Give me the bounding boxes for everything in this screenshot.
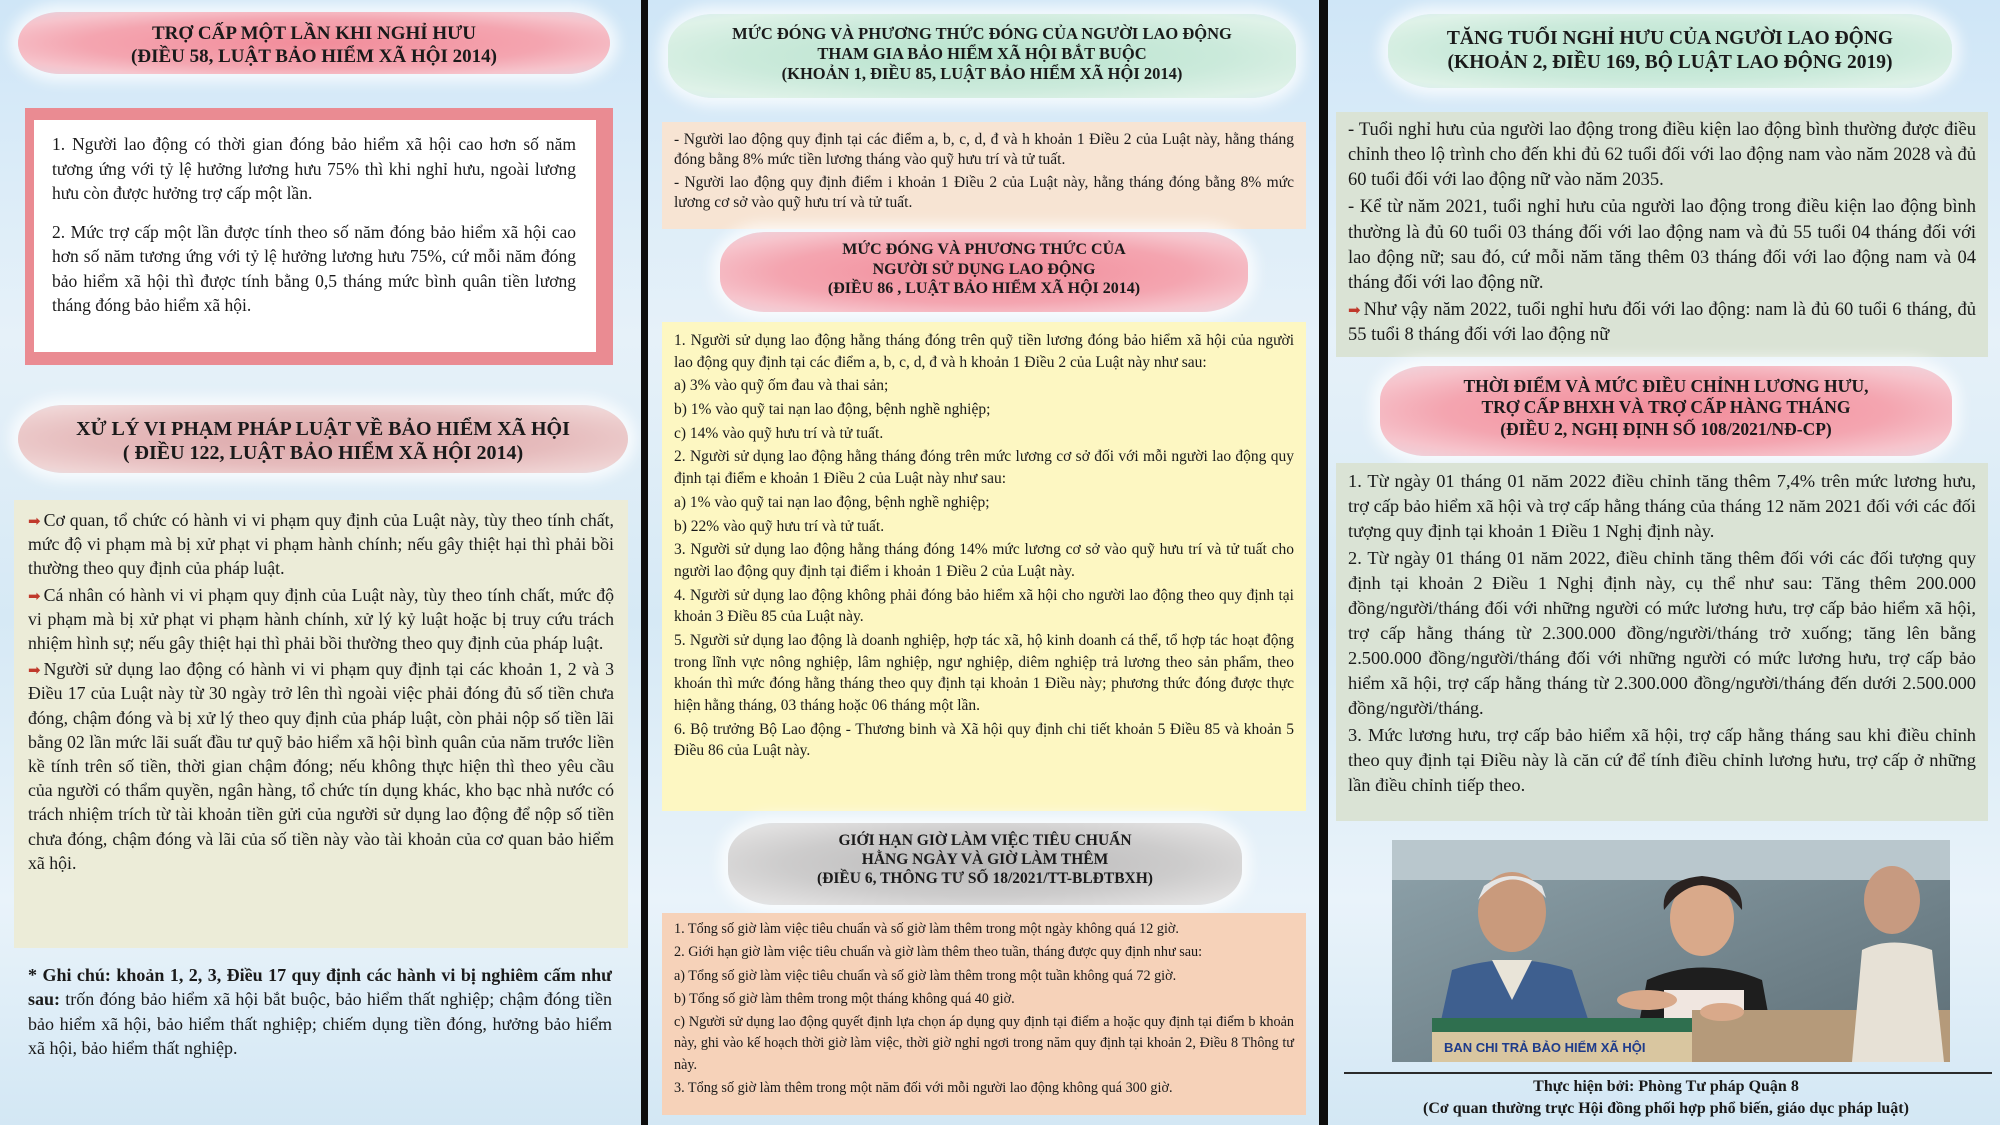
banner-employee-contribution bbox=[668, 14, 1296, 98]
pension-payment-photo bbox=[1392, 840, 1950, 1062]
banner-subtitle: ( ĐIỀU 122, LUẬT BẢO HIỂM XÃ HỘI 2014) bbox=[122, 442, 524, 465]
banner-title-2: HẰNG NGÀY VÀ GIỜ LÀM THÊM bbox=[861, 850, 1109, 868]
bullet-text: Cơ quan, tổ chức có hành vi vi phạm quy định của Luật này, tùy theo tính chất, mức độ vi phạm mà bị xử phạt vi phạm hành chính; nếu gây thiệt hại thì phải bồi thường theo quy định của pháp luật. bbox=[28, 510, 614, 579]
paragraph: - Tuổi nghỉ hưu của người lao động trong điều kiện lao động bình thường được điều chỉnh theo lộ trình cho đến khi đủ 62 tuổi đối với lao động nam vào năm 2028 và đủ 60 tuổi đối với lao động nữ vào năm 2035. bbox=[1348, 120, 1976, 191]
counter-sign-text: BAN CHI TRẢ BẢO HIỂM XÃ HỘI bbox=[1444, 1040, 1646, 1055]
banner-title-2: TRỢ CẤP BHXH VÀ TRỢ CẤP HÀNG THÁNG bbox=[1481, 397, 1851, 418]
lump-sum-box bbox=[34, 120, 596, 352]
banner-title: TRỢ CẤP MỘT LẦN KHI NGHỈ HƯU bbox=[151, 23, 477, 44]
bullet-item bbox=[1348, 298, 1976, 348]
banner-subtitle: (ĐIỀU 58, LUẬT BẢO HIỂM XÃ HỘI 2014) bbox=[131, 46, 497, 68]
paragraph: - Người lao động quy định tại các điểm a, b, c, d, đ và h khoản 1 Điều 2 của Luật này, hằng tháng đóng bằng 8% mức tiền lương tháng vào quỹ hưu trí và tử tuất. bbox=[674, 131, 1294, 169]
list-item: b) Tổng số giờ làm thêm trong một tháng không quá 40 giờ. bbox=[674, 990, 1015, 1007]
banner-title: XỬ LÝ VI PHẠM PHÁP LUẬT VỀ BẢO HIỂM XÃ HỘI bbox=[76, 418, 570, 440]
banner-title: GIỚI HẠN GIỜ LÀM VIỆC TIÊU CHUẨN bbox=[838, 832, 1132, 849]
list-item: b) 1% vào quỹ tai nạn lao động, bệnh nghề nghiệp; bbox=[674, 401, 991, 419]
retirement-age-box bbox=[1336, 112, 1988, 357]
paragraph: 3. Mức lương hưu, trợ cấp bảo hiểm xã hội, trợ cấp hằng tháng sau khi điều chỉnh theo quy định tại Điều này là căn cứ để tính điều chỉnh lương hưu, trợ cấp ở những lần điều chỉnh tiếp theo. bbox=[1348, 725, 1976, 796]
arrow-icon: ➡ bbox=[1348, 301, 1361, 320]
banner-title: TĂNG TUỔI NGHỈ HƯU CỦA NGƯỜI LAO ĐỘNG bbox=[1446, 28, 1894, 49]
employee-contribution-box bbox=[662, 122, 1306, 229]
note-block bbox=[28, 963, 612, 1060]
note-text: trốn đóng bảo hiểm xã hội bắt buộc, bảo hiểm thất nghiệp; chậm đóng tiền bảo hiểm xã hội, bảo hiểm thất nghiệp; chiếm dụng tiền đóng, hưởng bảo hiểm xã hội, bảo hiểm thất nghiệp. bbox=[28, 989, 612, 1058]
banner-pension-adjustment bbox=[1380, 366, 1952, 456]
banner-retirement-age bbox=[1388, 14, 1952, 88]
violation-box bbox=[14, 500, 628, 948]
list-item: a) 1% vào quỹ tai nạn lao động, bệnh nghề nghiệp; bbox=[674, 493, 990, 511]
bullet-item bbox=[28, 657, 614, 875]
banner-lump-sum-retirement bbox=[18, 12, 610, 74]
working-hours-box bbox=[662, 913, 1306, 1115]
list-item: 3. Tổng số giờ làm thêm trong một năm đối với mỗi người lao động không quá 300 giờ. bbox=[674, 1080, 1173, 1097]
paragraph: - Người lao động quy định điểm i khoản 1 Điều 2 của Luật này, hằng tháng đóng bằng 8% mức lương cơ sở vào quỹ hưu trí và tử tuất. bbox=[674, 173, 1294, 212]
list-item: 2. Giới hạn giờ làm việc tiêu chuẩn và giờ làm thêm theo tuần, tháng được quy định như sau: bbox=[674, 944, 1203, 961]
list-item: b) 22% vào quỹ hưu trí và tử tuất. bbox=[674, 517, 885, 535]
list-item: 4. Người sử dụng lao động không phải đóng bảo hiểm xã hội cho người lao động theo quy định tại khoản 3 Điều 85 của Luật này. bbox=[674, 586, 1294, 626]
banner-title-2: THAM GIA BẢO HIỂM XÃ HỘI BẮT BUỘC bbox=[817, 44, 1147, 64]
list-item: c) Người sử dụng lao động quyết định lựa chọn áp dụng quy định tại điểm a hoặc quy định tại điểm b khoản này, ghi vào kế hoạch thời giờ làm việc, thời giờ nghỉ ngơi trong năm quy định tại khoản 2, Điều 8 Thông tư này. bbox=[674, 1014, 1294, 1073]
bullet-item bbox=[28, 583, 614, 656]
column-right bbox=[1328, 0, 2000, 1125]
arrow-icon: ➡ bbox=[28, 512, 41, 530]
footer-credit bbox=[1336, 1076, 1996, 1119]
banner-subtitle: (ĐIỀU 2, NGHỊ ĐỊNH SỐ 108/2021/NĐ-CP) bbox=[1500, 418, 1832, 439]
list-item: 5. Người sử dụng lao động là doanh nghiệp, hợp tác xã, hộ kinh doanh cá thể, tổ hợp tác hoạt động trong lĩnh vực nông nghiệp, lâm nghiệp, ngư nghiệp, diêm nghiệp trả lương theo sản phẩm, theo khoán thì mức đóng hằng tháng theo quy định tại khoản 1 Điều này; phương thức đóng được thực hiện hằng tháng, 03 tháng hoặc 06 tháng một lần. bbox=[674, 631, 1294, 714]
column-middle bbox=[648, 0, 1319, 1125]
banner-title: MỨC ĐÓNG VÀ PHƯƠNG THỨC ĐÓNG CỦA NGƯỜI LAO ĐỘNG bbox=[732, 24, 1232, 43]
list-item: 1. Tổng số giờ làm việc tiêu chuẩn và số giờ làm thêm trong một ngày không quá 12 giờ. bbox=[674, 921, 1179, 937]
list-item: a) 3% vào quỹ ốm đau và thai sản; bbox=[674, 377, 889, 395]
arrow-icon: ➡ bbox=[28, 586, 41, 605]
footer-divider bbox=[1344, 1072, 1992, 1074]
note-label: * Ghi chú: khoản 1, 2, 3, Điều 17 quy định các hành vi bị nghiêm cấm như sau: bbox=[28, 965, 612, 1010]
photo-illustration bbox=[1392, 840, 1950, 1062]
banner-title: MỨC ĐÓNG VÀ PHƯƠNG THỨC CỦA bbox=[842, 241, 1126, 258]
banner-subtitle: (KHOẢN 2, ĐIỀU 169, BỘ LUẬT LAO ĐỘNG 2019) bbox=[1447, 51, 1893, 73]
paragraph: 1. Từ ngày 01 tháng 01 năm 2022 điều chỉnh tăng thêm 7,4% trên mức lương hưu, trợ cấp bảo hiểm xã hội và trợ cấp hằng tháng của tháng 12 năm 2021 đối với các đối tượng quy định tại khoản 1 Điều 1 Nghị định này. bbox=[1348, 471, 1976, 542]
bullet-text: Người sử dụng lao động có hành vi vi phạm quy định tại các khoản 1, 2 và 3 Điều 17 của Luật này từ 30 ngày trở lên thì ngoài việc phải đóng đủ số tiền chưa đóng, chậm đóng và bị xử lý theo quy định của pháp luật, còn phải nộp số tiền lãi bằng 02 lần mức lãi suất đầu tư quỹ bảo hiểm xã hội bình quân của năm trước liền kề tính trên số tiền, thời gian chậm đóng; nếu không thực hiện thì theo yêu cầu của người có thẩm quyền, ngân hàng, tổ chức tín dụng khác, kho bạc nhà nước có trách nhiệm trích từ tài khoản tiền gửi của người sử dụng lao động để nộp số tiền chưa đóng, chậm đóng và lãi của số tiền này vào tài khoản của cơ quan bảo hiểm xã hội. bbox=[28, 659, 614, 873]
bullet-text: Như vậy năm 2022, tuổi nghỉ hưu đối với lao động: nam là đủ 60 tuổi 6 tháng, đủ 55 tuổi 8 tháng đối với lao động nữ bbox=[1348, 300, 1976, 346]
footer-organization: (Cơ quan thường trực Hội đồng phối hợp phổ biến, giáo dục pháp luật) bbox=[1423, 1099, 1909, 1117]
list-item: a) Tổng số giờ làm việc tiêu chuẩn và số giờ làm thêm trong một tuần không quá 72 giờ. bbox=[674, 967, 1177, 984]
banner-title-2: NGƯỜI SỬ DỤNG LAO ĐỘNG bbox=[872, 260, 1096, 278]
banner-subtitle: (ĐIỀU 86 , LUẬT BẢO HIỂM XÃ HỘI 2014) bbox=[827, 280, 1141, 298]
bullet-text: Cá nhân có hành vi vi phạm quy định của Luật này, tùy theo tính chất, mức độ vi phạm mà bị xử phạt vi phạm hành chính, xử lý kỷ luật hoặc bị truy cứu trách nhiệm hình sự; nếu gây thiệt hại thì phải bồi thường theo quy định của pháp luật. bbox=[28, 584, 614, 654]
banner-subtitle: (ĐIỀU 6, THÔNG TƯ SỐ 18/2021/TT-BLĐTBXH) bbox=[817, 869, 1153, 887]
paragraph: 2. Mức trợ cấp một lần được tính theo số năm đóng bảo hiểm xã hội cao hơn số năm tương ứng với tỷ lệ hưởng lương hưu 75%, cứ mỗi năm đóng bảo hiểm xã hội thì được tính bằng 0,5 tháng mức bình quân tiền lương tháng đóng bảo hiểm xã hội. bbox=[52, 221, 576, 315]
list-item: 3. Người sử dụng lao động hằng tháng đóng 14% mức lương cơ sở vào quỹ hưu trí và tử tuất cho người lao động quy định tại điểm i khoản 1 Điều 2 của Luật này. bbox=[674, 541, 1294, 580]
arrow-icon: ➡ bbox=[28, 661, 41, 680]
pension-adjustment-box bbox=[1336, 463, 1988, 821]
banner-title: THỜI ĐIỂM VÀ MỨC ĐIỀU CHỈNH LƯƠNG HƯU, bbox=[1463, 376, 1869, 396]
footer-author: Thực hiện bởi: Phòng Tư pháp Quận 8 bbox=[1533, 1078, 1799, 1095]
list-item: 1. Người sử dụng lao động hằng tháng đóng trên quỹ tiền lương đóng bảo hiểm xã hội của người lao động quy định tại các điểm a, b, c, d, đ và h khoản 1 Điều 2 của Luật này như sau: bbox=[674, 332, 1294, 371]
banner-subtitle: (KHOẢN 1, ĐIỀU 85, LUẬT BẢO HIỂM XÃ HỘI 2014) bbox=[781, 64, 1183, 84]
list-item: 2. Người sử dụng lao động hằng tháng đóng trên mức lương cơ sở đối với mỗi người lao động quy định tại điểm e khoản 1 Điều 2 của Luật này như sau: bbox=[674, 448, 1294, 488]
list-item: 6. Bộ trưởng Bộ Lao động - Thương binh và Xã hội quy định chi tiết khoản 5 Điều 85 và khoản 5 Điều 86 của Luật này. bbox=[674, 720, 1294, 760]
paragraph: 1. Người lao động có thời gian đóng bảo hiểm xã hội cao hơn số năm tương ứng với tỷ lệ hưởng lương hưu 75% thì khi nghỉ hưu, ngoài lương hưu còn được hưởng trợ cấp một lần. bbox=[52, 134, 576, 203]
paragraph: - Kể từ năm 2021, tuổi nghỉ hưu của người lao động trong điều kiện lao động bình thường là đủ 60 tuổi 03 tháng đối với lao động nam và đủ 55 tuổi 04 tháng đối với lao động nữ; sau đó, cứ mỗi năm tăng thêm 03 tháng đối với lao động nam và 04 tháng đối với lao động nữ. bbox=[1348, 197, 1976, 293]
list-item: c) 14% vào quỹ hưu trí và tử tuất. bbox=[674, 424, 884, 442]
employer-contribution-box bbox=[662, 322, 1306, 811]
bullet-item bbox=[28, 508, 614, 581]
banner-employer-contribution bbox=[720, 232, 1248, 312]
banner-working-hours bbox=[728, 823, 1242, 905]
banner-violation-handling bbox=[18, 405, 628, 473]
column-left bbox=[0, 0, 641, 1125]
paragraph: 2. Từ ngày 01 tháng 01 năm 2022, điều chỉnh tăng thêm đối với các đối tượng quy định tại khoản 2 Điều 1 Nghị định này, cụ thể như sau: Tăng thêm 200.000 đồng/người/tháng đối với những người có mức lương hưu, trợ cấp bảo hiểm xã hội, trợ cấp hằng tháng từ 2.300.000 đồng/người/tháng trở xuống; tăng lên bằng 2.500.000 đồng/người/tháng đối với những người có mức lương hưu, trợ cấp bảo hiểm xã hội, trợ cấp hằng tháng từ 2.300.000 đồng/người/tháng đến dưới 2.500.000 đồng/người/tháng. bbox=[1348, 548, 1976, 719]
